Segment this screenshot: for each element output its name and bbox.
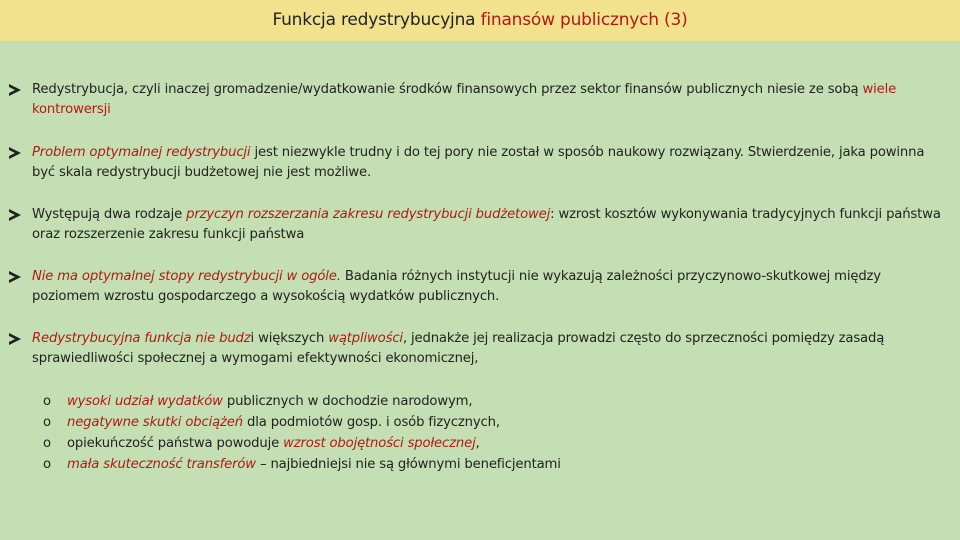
circle-bullet-icon: o	[43, 457, 51, 472]
bullet-4-text: Badania różnych instytucji nie wykazują zależności przyczynowo-skutkowej między poziomem wzrostu gospodarczego a wysokością wydatków publicznych.	[32, 269, 881, 304]
sub-item-4-text: – najbiedniejsi nie są głównymi beneficjentami	[255, 457, 561, 472]
arrow-bullet-icon	[9, 209, 21, 221]
slide-title	[0, 0, 960, 41]
bullet-5-highlight-2: wątpliwości	[328, 331, 403, 346]
bullet-4	[9, 267, 949, 307]
arrow-bullet-icon	[9, 147, 21, 159]
bullet-5-text-rest: , jednakże jej realizacja prowadzi często do sprzeczności pomiędzy zasadą sprawiedliwości społecznej a wymogami efektywności ekonomicznej,	[32, 331, 885, 366]
sub-item-3-highlight: wzrost obojętności społecznej	[283, 436, 476, 451]
sub-item-1-highlight: wysoki udział wydatków	[67, 394, 223, 409]
bullet-3-text: Występują dwa rodzaje	[32, 207, 187, 222]
bullet-5-text: i większych	[250, 331, 329, 346]
bullet-5-highlight: Redystrybucyjna funkcja nie budz	[32, 331, 251, 346]
sub-item-4-highlight: mała skuteczność transferów	[67, 457, 256, 472]
circle-bullet-icon: o	[43, 415, 51, 430]
sub-item-1	[9, 391, 949, 412]
circle-bullet-icon: o	[43, 436, 51, 451]
sub-list	[9, 391, 949, 475]
arrow-bullet-icon	[9, 333, 21, 345]
title-part-red: finansów publicznych (3)	[480, 10, 688, 30]
bullet-3-text-rest: : wzrost kosztów wykonywania tradycyjnych funkcji państwa oraz rozszerzenie zakresu funkcji państwa	[32, 207, 941, 242]
bullet-1-text: Redystrybucja, czyli inaczej gromadzenie/wydatkowanie środków finansowych przez sektor finansów publicznych niesie ze sobą	[32, 82, 863, 97]
arrow-bullet-icon	[9, 84, 21, 96]
arrow-bullet-icon	[9, 271, 21, 283]
bullet-2-highlight: Problem optymalnej redystrybucji	[32, 145, 251, 160]
slide-content	[9, 80, 949, 475]
circle-bullet-icon: o	[43, 394, 51, 409]
title-part-black: Funkcja redystrybucyjna	[272, 10, 481, 30]
bullet-3	[9, 205, 949, 245]
sub-item-2-highlight: negatywne skutki obciążeń	[67, 415, 243, 430]
sub-item-4	[9, 454, 949, 475]
bullet-4-highlight: Nie ma optymalnej stopy redystrybucji w ogóle.	[32, 269, 341, 284]
sub-item-2	[9, 412, 949, 433]
sub-item-3	[9, 433, 949, 454]
bullet-2	[9, 143, 949, 183]
bullet-1	[9, 80, 949, 120]
sub-item-2-text: dla podmiotów gosp. i osób fizycznych,	[242, 415, 500, 430]
bullet-2-text: jest niezwykle trudny i do tej pory nie został w sposób naukowy rozwiązany. Stwierdzenie, jaka powinna być skala redystrybucji budżetowej nie jest możliwe.	[32, 145, 925, 180]
bullet-5	[9, 329, 949, 369]
title-bar	[0, 0, 960, 41]
sub-item-1-text: publicznych w dochodzie narodowym,	[222, 394, 473, 409]
sub-item-3-text-rest: ,	[475, 436, 480, 451]
sub-item-3-text: opiekuńczość państwa powoduje	[67, 436, 284, 451]
bullet-1-highlight: wiele kontrowersji	[32, 82, 897, 117]
bullet-3-highlight: przyczyn rozszerzania zakresu redystrybucji budżetowej	[186, 207, 551, 222]
